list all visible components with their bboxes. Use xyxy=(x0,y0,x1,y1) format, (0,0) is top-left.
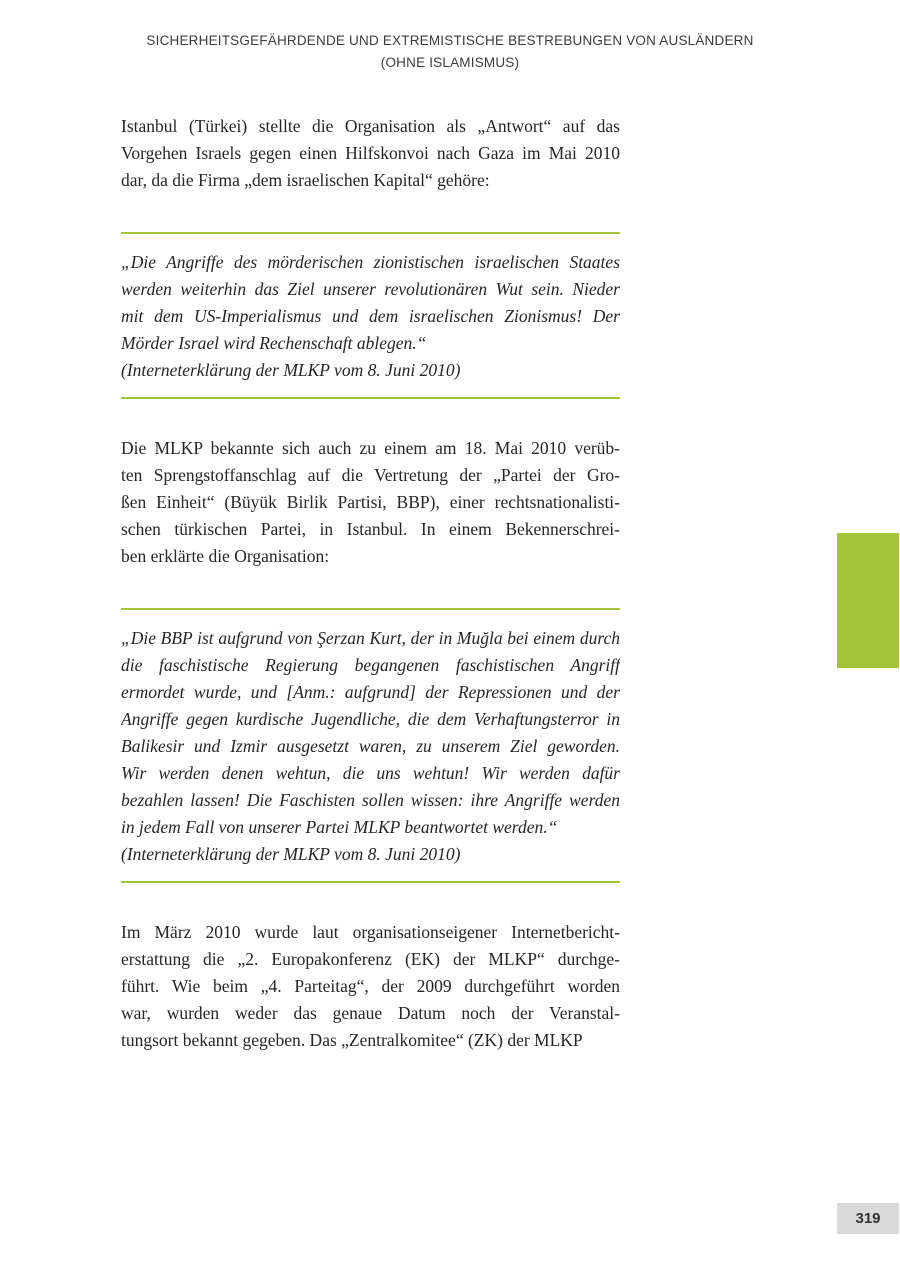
text-line: ßen Einheit“ (Büyük Birlik Partisi, BBP), einer rechtsnationalisti- xyxy=(121,492,620,512)
text-line: ermordet wurde, und [Anm.: aufgrund] der Repressionen und der xyxy=(121,682,620,702)
text-line: Istanbul (Türkei) stellte die Organisation als „Antwort“ auf das xyxy=(121,116,620,136)
text-line: tungsort bekannt gegeben. Das „Zentralkomitee“ (ZK) der MLKP xyxy=(121,1030,583,1050)
text-line: führt. Wie beim „4. Parteitag“, der 2009 durchgeführt worden xyxy=(121,976,620,996)
text-line: war, wurden weder das genaue Datum noch der Veranstal- xyxy=(121,1003,620,1023)
text-line: dar, da die Firma „dem israelischen Kapital“ gehöre: xyxy=(121,170,490,190)
content-blocks xyxy=(121,113,620,1054)
text-line: Im März 2010 wurde laut organisationseigener Internetbericht- xyxy=(121,922,620,942)
body-paragraph xyxy=(121,435,620,570)
quote-block xyxy=(121,232,620,399)
text-line: „Die BBP ist aufgrund von Şerzan Kurt, der in Muğla bei einem durch xyxy=(121,628,620,648)
text-line: ben erklärte die Organisation: xyxy=(121,546,330,566)
page-body xyxy=(121,113,620,1054)
text-line: bezahlen lassen! Die Faschisten sollen wissen: ihre Angriffe werden xyxy=(121,790,620,810)
text-line: werden weiterhin das Ziel unserer revolutionären Wut sein. Nieder xyxy=(121,279,620,299)
header-title-line2: (OHNE ISLAMISMUS) xyxy=(380,55,520,70)
text-line: ten Sprengstoffanschlag auf die Vertretung der „Partei der Gro- xyxy=(121,465,620,485)
body-paragraph xyxy=(121,919,620,1054)
quote-citation: (Interneterklärung der MLKP vom 8. Juni 2010) xyxy=(121,360,461,380)
quote-rule-bottom xyxy=(121,881,620,883)
quote-rule-top xyxy=(121,608,620,610)
text-line: Wir werden denen wehtun, die uns wehtun! Wir werden dafür xyxy=(121,763,620,783)
text-line: mit dem US-Imperialismus und dem israelischen Zionismus! Der xyxy=(121,306,620,326)
text-line: Die MLKP bekannte sich auch zu einem am 18. Mai 2010 verüb- xyxy=(121,438,620,458)
text-line: Angriffe gegen kurdische Jugendliche, die dem Verhaftungsterror in xyxy=(121,709,620,729)
text-line: „Die Angriffe des mörderischen zionistischen israelischen Staates xyxy=(121,252,620,272)
page-header xyxy=(0,0,900,74)
page-number-box xyxy=(837,1203,899,1234)
page-number: 319 xyxy=(855,1210,881,1227)
section-color-tab xyxy=(837,533,899,668)
text-line: die faschistische Regierung begangenen faschistischen Angriff xyxy=(121,655,620,675)
quote-rule-bottom xyxy=(121,397,620,399)
text-line: in jedem Fall von unserer Partei MLKP beantwortet werden.“ xyxy=(121,817,558,837)
text-line: schen türkischen Partei, in Istanbul. In einem Bekennerschrei- xyxy=(121,519,620,539)
text-line: erstattung die „2. Europakonferenz (EK) der MLKP“ durchge- xyxy=(121,949,620,969)
quote-block xyxy=(121,608,620,883)
text-line: Vorgehen Israels gegen einen Hilfskonvoi nach Gaza im Mai 2010 xyxy=(121,143,620,163)
header-title-line1: SICHERHEITSGEFÄHRDENDE UND EXTREMISTISCHE BESTREBUNGEN VON AUSLÄNDERN xyxy=(146,33,754,48)
text-line: Mörder Israel wird Rechenschaft ablegen.“ xyxy=(121,333,427,353)
quote-citation: (Interneterklärung der MLKP vom 8. Juni 2010) xyxy=(121,844,461,864)
text-line: Balikesir und Izmir ausgesetzt waren, zu unserem Ziel geworden. xyxy=(121,736,620,756)
body-paragraph xyxy=(121,113,620,194)
quote-rule-top xyxy=(121,232,620,234)
